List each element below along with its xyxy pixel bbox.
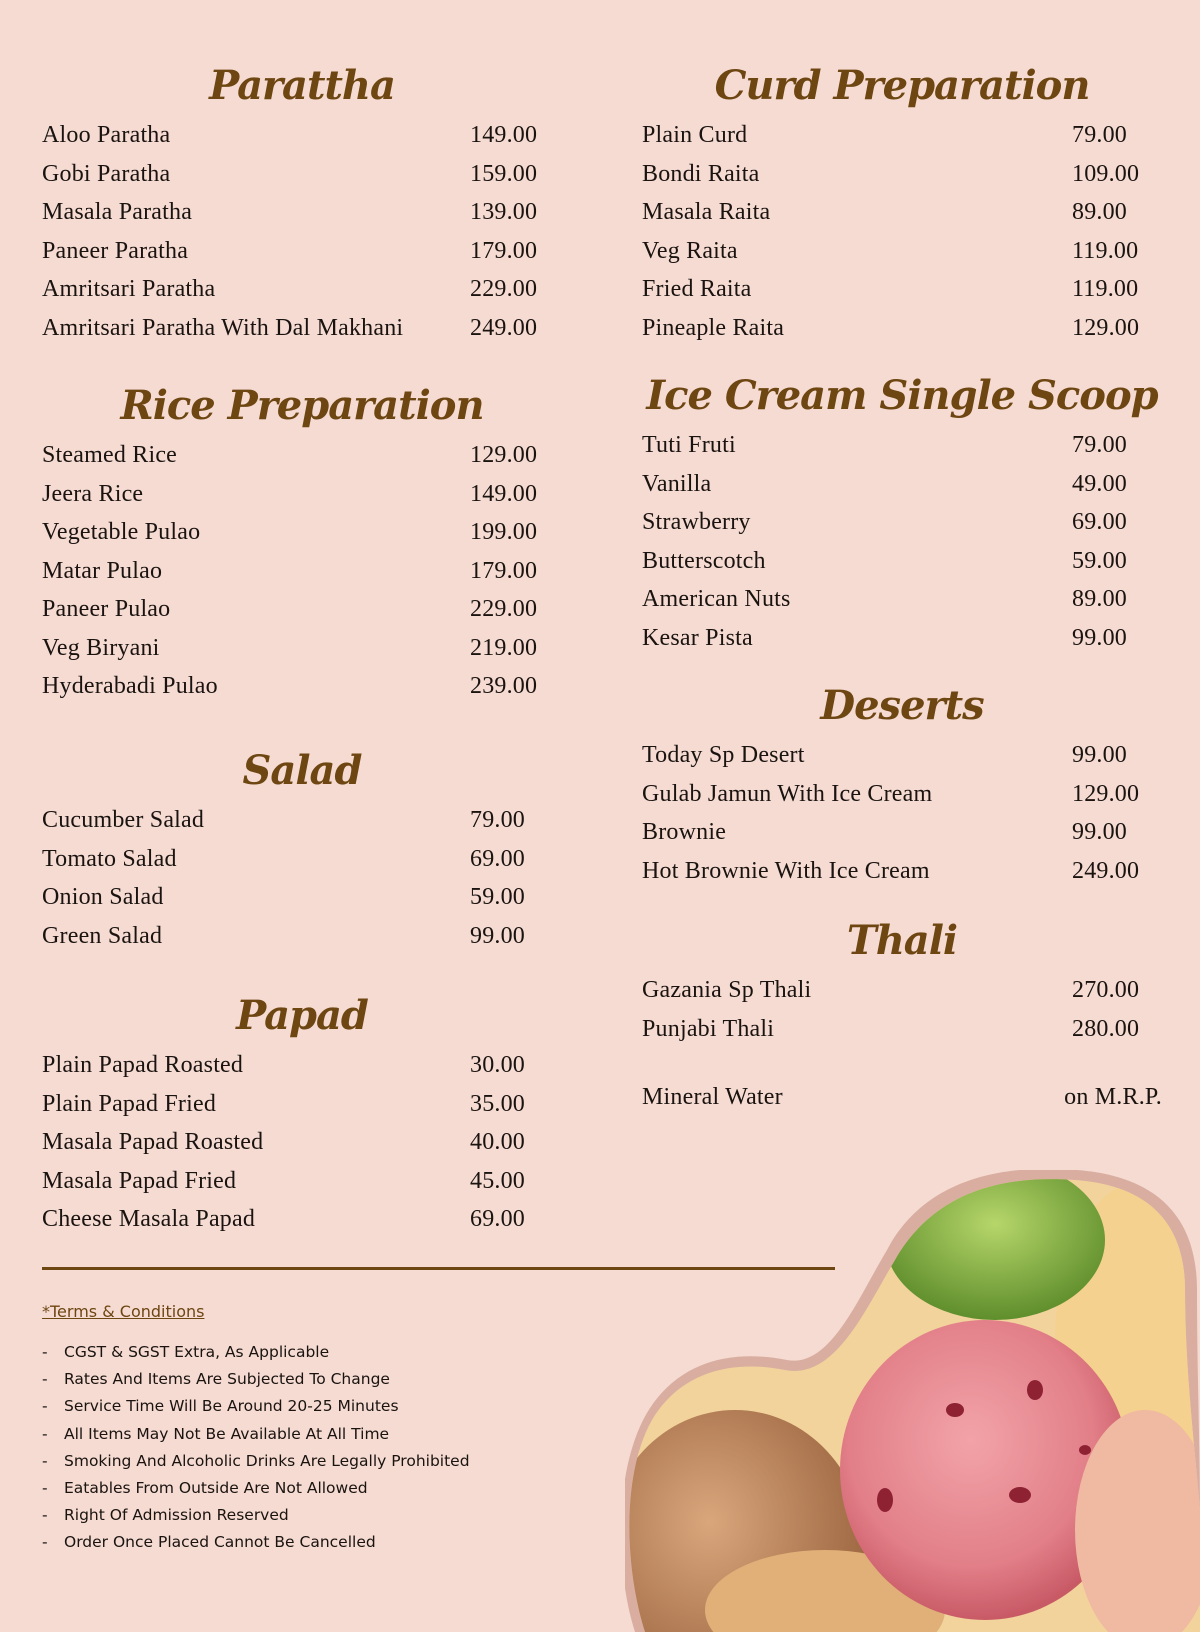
- dash-bullet: -: [42, 1506, 48, 1525]
- menu-item: [42, 840, 602, 879]
- item-price: 239.00: [470, 673, 538, 699]
- menu-item: [42, 552, 602, 591]
- menu-item-mineral-water: [642, 1078, 1162, 1117]
- section-deserts: [642, 680, 1162, 890]
- item-name: Hyderabadi Pulao: [42, 673, 218, 699]
- item-price: 219.00: [470, 634, 538, 661]
- menu-item: [642, 309, 1162, 348]
- item-price: 69.00: [470, 1206, 525, 1232]
- item-name: Punjabi Thali: [642, 1015, 775, 1042]
- terms-text: All Items May Not Be Available At All Time: [64, 1424, 390, 1443]
- item-name: Kesar Pista: [642, 624, 753, 651]
- item-name: Masala Papad Fried: [42, 1167, 237, 1194]
- item-name: Gobi Paratha: [42, 160, 171, 187]
- item-name: Today Sp Desert: [642, 742, 805, 768]
- item-name: Fried Raita: [642, 276, 752, 302]
- terms-item: [42, 1366, 602, 1393]
- section-title: Parattha: [209, 62, 395, 109]
- item-name: American Nuts: [642, 586, 791, 612]
- dash-bullet: -: [42, 1370, 48, 1389]
- menu-item: [42, 309, 602, 348]
- item-price: on M.R.P.: [1064, 1084, 1162, 1110]
- item-price: 99.00: [470, 922, 525, 949]
- menu-item: [642, 426, 1162, 465]
- item-name: Plain Curd: [642, 122, 748, 148]
- menu-item: [42, 1085, 602, 1124]
- item-price: 129.00: [1072, 780, 1140, 807]
- section-title: Papad: [236, 992, 368, 1039]
- item-name: Strawberry: [642, 509, 751, 535]
- menu-item: [642, 971, 1162, 1010]
- menu-item: [642, 775, 1162, 814]
- menu-item: [42, 1046, 602, 1085]
- menu-item: [642, 503, 1162, 542]
- item-name: Aloo Paratha: [42, 122, 171, 148]
- item-name: Jeera Rice: [42, 480, 144, 507]
- item-price: 89.00: [1072, 199, 1127, 225]
- item-price: 35.00: [470, 1090, 525, 1117]
- item-name: Gulab Jamun With Ice Cream: [642, 780, 933, 807]
- item-price: 249.00: [470, 314, 538, 341]
- menu-item: [42, 667, 602, 706]
- menu-item: [642, 1010, 1162, 1049]
- menu-item: [642, 542, 1162, 581]
- section-rice: [42, 380, 602, 706]
- terms-text: Service Time Will Be Around 20-25 Minutes: [64, 1397, 399, 1416]
- item-price: 149.00: [470, 122, 538, 148]
- item-price: 229.00: [470, 596, 538, 622]
- item-name: Masala Paratha: [42, 199, 193, 225]
- menu-item: [42, 193, 602, 232]
- terms-item: [42, 1421, 602, 1448]
- menu-item: [642, 813, 1162, 852]
- menu-item: [42, 116, 602, 155]
- section-papad: [42, 990, 602, 1239]
- ice-cream-scoops-photo: [625, 1170, 1200, 1632]
- item-price: 89.00: [1072, 586, 1127, 612]
- item-name: Pineaple Raita: [642, 314, 785, 341]
- item-price: 270.00: [1072, 977, 1140, 1003]
- menu-item: [42, 513, 602, 552]
- terms-text: Order Once Placed Cannot Be Cancelled: [64, 1533, 376, 1552]
- item-name: Paneer Pulao: [42, 596, 171, 622]
- section-title: Salad: [242, 747, 362, 794]
- item-price: 249.00: [1072, 857, 1140, 884]
- item-name: Paneer Paratha: [42, 237, 189, 264]
- menu-item: [642, 736, 1162, 775]
- terms-text: CGST & SGST Extra, As Applicable: [64, 1343, 330, 1361]
- section-salad: [42, 745, 602, 955]
- item-price: 99.00: [1072, 742, 1127, 768]
- menu-item: [642, 193, 1162, 232]
- terms-text: Right Of Admission Reserved: [64, 1506, 289, 1525]
- item-price: 199.00: [470, 519, 538, 545]
- section-curd: [642, 60, 1162, 347]
- item-price: 69.00: [470, 845, 525, 872]
- item-name: Vanilla: [642, 470, 712, 497]
- menu-item: [642, 270, 1162, 309]
- dash-bullet: -: [42, 1397, 48, 1416]
- item-price: 149.00: [470, 480, 538, 507]
- item-price: 69.00: [1072, 509, 1127, 535]
- menu-item: [642, 619, 1162, 658]
- item-price: 59.00: [1072, 547, 1127, 574]
- section-ice-cream: [642, 370, 1162, 657]
- item-name: Masala Raita: [642, 199, 771, 225]
- menu-item: [642, 116, 1162, 155]
- terms-item: [42, 1339, 602, 1366]
- menu-item: [42, 629, 602, 668]
- dash-bullet: -: [42, 1533, 48, 1552]
- item-name: Amritsari Paratha: [42, 276, 216, 302]
- section-thali: [642, 915, 1162, 1117]
- item-price: 40.00: [470, 1129, 525, 1155]
- section-title: Deserts: [820, 682, 984, 729]
- item-price: 30.00: [470, 1052, 525, 1078]
- item-name: Onion Salad: [42, 884, 164, 910]
- terms-text: Smoking And Alcoholic Drinks Are Legally Prohibited: [64, 1451, 470, 1470]
- item-name: Vegetable Pulao: [42, 519, 201, 545]
- terms-title: *Terms & Conditions: [42, 1302, 205, 1321]
- menu-item: [642, 232, 1162, 271]
- dash-bullet: -: [42, 1424, 48, 1443]
- item-name: Masala Papad Roasted: [42, 1129, 264, 1155]
- item-price: 79.00: [1072, 432, 1127, 458]
- item-price: 45.00: [470, 1167, 525, 1194]
- section-title: Ice Cream Single Scoop: [646, 372, 1158, 419]
- menu-item: [42, 1200, 602, 1239]
- item-price: 59.00: [470, 884, 525, 910]
- item-name: Cheese Masala Papad: [42, 1206, 256, 1232]
- item-price: 79.00: [1072, 122, 1127, 148]
- item-name: Butterscotch: [642, 547, 766, 574]
- item-name: Gazania Sp Thali: [642, 977, 812, 1003]
- terms-item: [42, 1502, 602, 1529]
- item-name: Green Salad: [42, 922, 163, 949]
- item-price: 129.00: [470, 442, 538, 468]
- dash-bullet: -: [42, 1451, 48, 1470]
- item-name: Hot Brownie With Ice Cream: [642, 857, 930, 884]
- item-price: 179.00: [470, 557, 538, 584]
- item-price: 99.00: [1072, 624, 1127, 651]
- menu-item: [642, 852, 1162, 891]
- menu-item: [42, 155, 602, 194]
- menu-item: [42, 590, 602, 629]
- item-name: Steamed Rice: [42, 442, 178, 468]
- menu-item: [42, 436, 602, 475]
- menu-item: [42, 270, 602, 309]
- menu-item: [42, 801, 602, 840]
- item-name: Tuti Fruti: [642, 432, 736, 458]
- item-price: 139.00: [470, 199, 538, 225]
- section-title: Thali: [846, 917, 958, 964]
- section-paratha: [42, 60, 602, 347]
- item-name: Veg Biryani: [42, 634, 160, 661]
- item-price: 119.00: [1072, 276, 1139, 302]
- terms-and-conditions: [42, 1302, 602, 1557]
- terms-item: [42, 1393, 602, 1420]
- menu-item: [42, 475, 602, 514]
- terms-text: Rates And Items Are Subjected To Change: [64, 1370, 390, 1389]
- section-title: Rice Preparation: [120, 382, 484, 429]
- terms-item: [42, 1529, 602, 1556]
- item-name: Bondi Raita: [642, 160, 760, 187]
- menu-item: [42, 1123, 602, 1162]
- item-name: Tomato Salad: [42, 845, 177, 872]
- terms-list: [42, 1339, 602, 1557]
- item-name: Amritsari Paratha With Dal Makhani: [42, 314, 404, 341]
- item-price: 79.00: [470, 807, 525, 833]
- menu-item: [642, 155, 1162, 194]
- item-price: 280.00: [1072, 1015, 1140, 1042]
- item-price: 159.00: [470, 160, 538, 187]
- item-price: 99.00: [1072, 819, 1127, 845]
- section-title: Curd Preparation: [714, 62, 1090, 109]
- menu-item: [642, 465, 1162, 504]
- item-name: Brownie: [642, 819, 727, 845]
- menu-item: [642, 580, 1162, 619]
- item-price: 119.00: [1072, 237, 1139, 264]
- item-name: Mineral Water: [642, 1084, 783, 1110]
- item-price: 179.00: [470, 237, 538, 264]
- terms-item: [42, 1448, 602, 1475]
- item-price: 109.00: [1072, 160, 1140, 187]
- menu-item: [42, 917, 602, 956]
- dash-bullet: -: [42, 1478, 48, 1497]
- item-name: Plain Papad Roasted: [42, 1052, 244, 1078]
- item-price: 129.00: [1072, 314, 1140, 341]
- menu-item: [42, 232, 602, 271]
- item-price: 49.00: [1072, 470, 1127, 497]
- item-name: Cucumber Salad: [42, 807, 205, 833]
- terms-text: Eatables From Outside Are Not Allowed: [64, 1478, 368, 1497]
- item-name: Veg Raita: [642, 237, 738, 264]
- item-name: Matar Pulao: [42, 557, 163, 584]
- menu-item: [42, 878, 602, 917]
- terms-item: [42, 1475, 602, 1502]
- dash-bullet: -: [42, 1343, 48, 1361]
- menu-item: [42, 1162, 602, 1201]
- item-price: 229.00: [470, 276, 538, 302]
- item-name: Plain Papad Fried: [42, 1090, 217, 1117]
